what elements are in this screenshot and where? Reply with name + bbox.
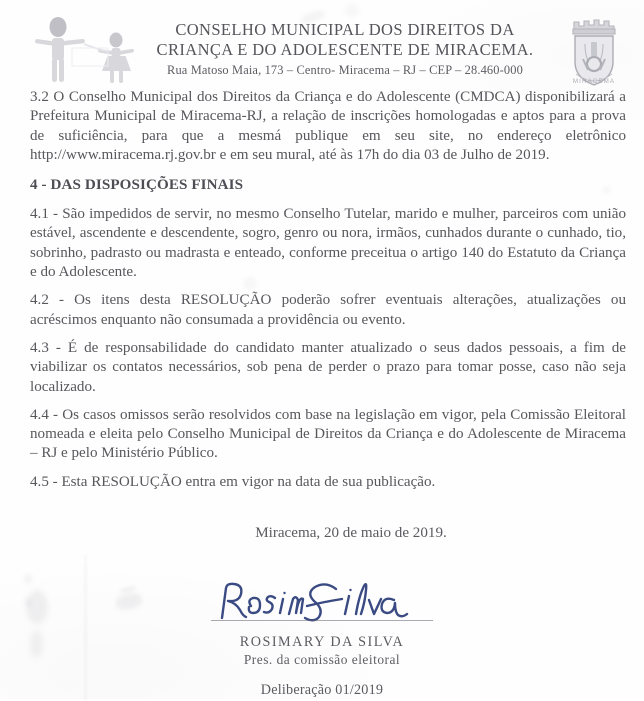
signatory-name: ROSIMARY DA SILVA [239,634,405,650]
deliberation-number: Deliberação 01/2019 [260,682,384,698]
paragraph-4-5: 4.5 - Esta RESOLUÇÃO entra em vigor na data de sua publicação. [30,473,436,490]
signature-area [192,572,452,630]
svg-text:MIRACEMA: MIRACEMA [572,78,616,85]
paragraph-4-2: 4.2 - Os itens desta RESOLUÇÃO poderão sofrer eventuais alterações, atualizações ou acréscimos enquanto não consumada a providência ou evento. [30,292,626,328]
signature-block [0,572,644,699]
org-address: Rua Matoso Maia, 173 – Centro- Miracema – RJ – CEP – 28.460-000 [167,63,523,77]
miracema-coat-of-arms [558,12,630,90]
document-body [30,88,626,543]
organization-heading [150,20,540,79]
paragraph-4-3: 4.3 - É de responsabilidade do candidato manter atualizado o seus dados pessoais, a fim de viabilizar os contatos necessários, sob pena de perder o prazo para tomar posse, caso não seja localizado. [30,339,626,395]
paragraph-3-2: 3.2 O Conselho Municipal dos Direitos da Criança e do Adolescente (CMDCA) disponibilizará a Prefeitura Municipal de Miracema-RJ, a relação de inscrições homologadas e aptos para a prova de suficiência, para que a mesmá publique em seu site, no endereço eletrônico http://www.miracema.rj.gov.br e em seu mural, até às 17h do dia 03 de Julho de 2019. [30,89,626,163]
document-header [0,8,644,86]
signature-rule [211,620,433,621]
org-name-line-1: CONSELHO MUNICIPAL DOS DIREITOS DA [175,20,515,39]
section-heading-4: 4 - DAS DISPOSIÇÕES FINAIS [30,177,244,194]
signatory-role: Pres. da comissão eleitoral [243,652,401,667]
paragraph-4-4: 4.4 - Os casos omissos serão resolvidos com base na legislação em vigor, pela Comissão Eleitoral nomeada e eleita pelo Conselho Municipal de Direitos da Criança e do Adolescente de Miracema – RJ e pelo Ministério Público. [30,406,626,462]
family-figures-logo [28,14,156,86]
paragraph-4-1: 4.1 - São impedidos de servir, no mesmo Conselho Tutelar, marido e mulher, parceiros com união estável, ascendente e descendente, sogro, genro ou nora, irmãos, cunhados durante o cunhado, tio, sobrinho, padrasto ou madrasta e enteado, conforme preceitua o artigo 140 do Estatuto da Criança e do Adolescente. [30,206,626,281]
org-name-line-2: CRIANÇA E DO ADOLESCENTE DE MIRACEMA. [156,40,534,59]
place-and-date: Miracema, 20 de maio de 2019. [255,525,447,542]
